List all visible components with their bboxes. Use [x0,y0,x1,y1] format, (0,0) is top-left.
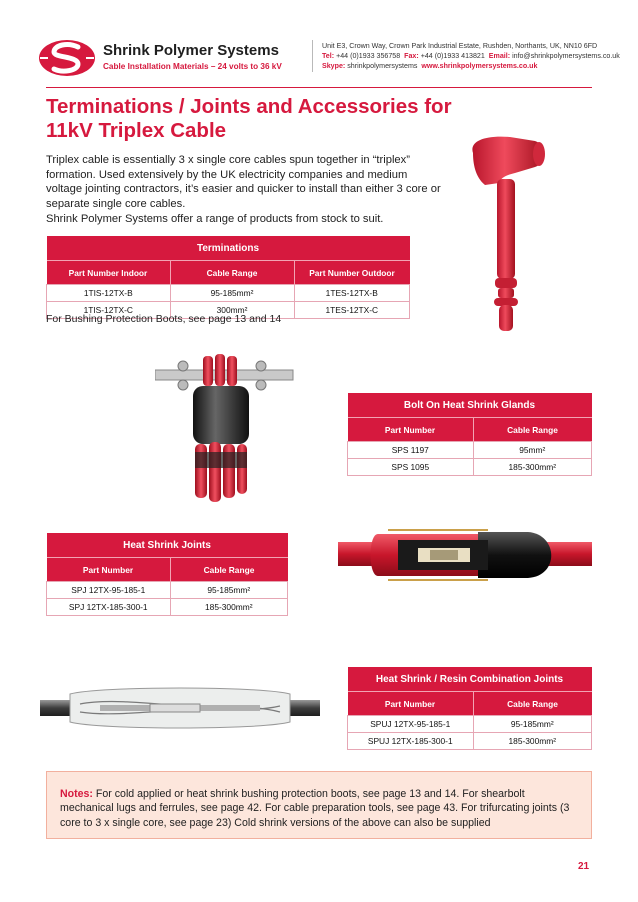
table-cell: SPUJ 12TX-95-185-1 [348,716,474,733]
joints-table [46,533,288,616]
terminations-table [46,236,410,319]
table-cell: 300mm² [170,302,294,319]
table-cell: 1TIS-12TX-C [47,302,171,319]
skype-value: shrinkpolymersystems [347,62,418,70]
table-cell: SPJ 12TX-95-185-1 [47,582,171,599]
table-cell: 185-300mm² [473,459,592,476]
contact-line [322,52,620,61]
tel-label: Tel: [322,52,335,60]
title-line-2: 11kV Triplex Cable [46,119,227,142]
glands-table [347,393,592,476]
page-number: 21 [578,861,590,872]
notes-text [60,787,580,830]
terminations-header: Part Number Outdoor [294,261,410,285]
company-logo [38,38,96,78]
resin-header: Part Number [348,692,474,716]
table-row [47,582,288,599]
terminations-header: Part Number Indoor [47,261,171,285]
terminations-caption: Terminations [47,236,410,261]
resin-header: Cable Range [473,692,592,716]
table-cell: 95-185mm² [170,582,288,599]
skype-line [322,62,537,71]
table-row [47,599,288,616]
joints-caption: Heat Shrink Joints [47,533,288,558]
table-cell: SPUJ 12TX-185-300-1 [348,733,474,750]
table-row [348,459,592,476]
intro-paragraph-2: Shrink Polymer Systems offer a range of products from stock to suit. [46,213,384,225]
glands-caption: Bolt On Heat Shrink Glands [348,393,592,418]
email-link[interactable]: info@shrinkpolymersystems.co.uk [512,52,620,60]
page-title [46,95,506,143]
table-row [348,442,592,459]
table-cell: 1TES-12TX-B [294,285,410,302]
notes-body: For cold applied or heat shrink bushing protection boots, see page 13 and 14. For shearbolt mechanical lugs and ferrules, see page 42. For cable preparation tools, see page 43. For trifurcating joints (3 core to 3 x single core, see page 23) Cold shrink versions of the above can also be supplied [60,788,570,829]
brand-name: Shrink Polymer Systems [103,42,279,59]
glands-header: Part Number [348,418,474,442]
table-cell: 1TES-12TX-C [294,302,410,319]
table-row [348,733,592,750]
intro-paragraph: Triplex cable is essentially 3 x single core cables spun together in “triplex” formation. Used extensively by the UK electricity companies and medium voltage jointing contractors, it’s easier and quicker to install than either 3 core or separate single core cables. [46,154,441,210]
table-cell: 185-300mm² [473,733,592,750]
table-cell: 1TIS-12TX-B [47,285,171,302]
joint-cutaway-image [338,520,592,590]
gland-image [155,352,295,504]
notes-label: Notes: [60,788,93,800]
joints-header: Part Number [47,558,171,582]
table-cell: 95-185mm² [170,285,294,302]
skype-label: Skype: [322,62,346,70]
website-link[interactable]: www.shrinkpolymersystems.co.uk [421,62,538,70]
bushing-note: For Bushing Protection Boots, see page 13 and 14 [46,313,282,325]
glands-header: Cable Range [473,418,592,442]
table-cell: SPJ 12TX-185-300-1 [47,599,171,616]
resin-joint-image [40,684,320,732]
email-label: Email: [488,52,511,60]
title-line-1: Terminations / Joints and Accessories for [46,95,452,118]
bushing-boot-image [455,133,555,338]
terminations-header: Cable Range [170,261,294,285]
brand-tagline: Cable Installation Materials – 24 volts to 36 kV [103,62,282,71]
header-rule [46,87,592,88]
table-cell: 95-185mm² [473,716,592,733]
tel-value: +44 (0)1933 356758 [336,52,401,60]
table-row [348,716,592,733]
table-cell: 95mm² [473,442,592,459]
header-divider [312,40,313,72]
fax-label: Fax: [404,52,419,60]
table-cell: SPS 1197 [348,442,474,459]
joints-header: Cable Range [170,558,288,582]
resin-table [347,667,592,750]
table-cell: SPS 1095 [348,459,474,476]
table-cell: 185-300mm² [170,599,288,616]
company-address: Unit E3, Crown Way, Crown Park Industrial Estate, Rushden, Northants, UK, NN10 6FD [322,42,598,50]
resin-caption: Heat Shrink / Resin Combination Joints [348,667,592,692]
table-row [47,285,410,302]
fax-value: +44 (0)1933 413821 [420,52,485,60]
